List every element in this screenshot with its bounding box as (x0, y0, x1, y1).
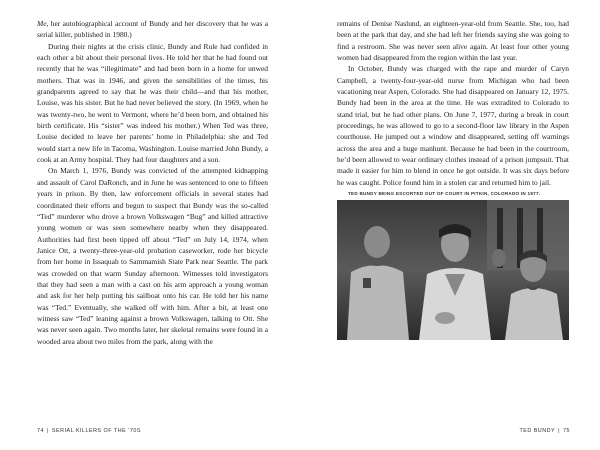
right-footer-separator: | (558, 428, 560, 434)
left-paragraph-2: During their nights at the crisis clinic, Bundy and Rule had confided in each other a bit about their personal lives. He told her that he had found out recently that he was “illegitimate” and had been born in a home for unwed mothers. That was in 1946, and given the sensibilities of the times, his grandparents agreed to say that he was their child—and that his mother, Louise, was his sister. But he had never believed the story. (In 1969, when he was twenty-two, he went to Vermont, where he’d been born, and obtained his birth certificate. His “sister” was indeed his mother.) When Ted was three, Louise decided to leave her parents’ home in Philadelphia: she and Ted would start a new life in Tacoma, Washington. Louise married John Bundy, a cook at an Army hospital. They had four daughters and a son. (37, 41, 268, 165)
right-paragraph-2: In October, Bundy was charged with the rape and murder of Caryn Campbell, a twenty-four-year-old nurse from Michigan who had been vacationing near Aspen, Colorado. She had disappeared on January 12, 1975. Bundy had been in the area at the time. He was extradited to Colorado to stand trial, but he had other plans. On June 7, 1977, during a break in court proceedings, he was allowed to go to a second-floor law library in the Aspen courthouse. He jumped out a window and disappeared, setting off warnings across the area and a huge manhunt. Because he had been in the courtroom, he’d been allowed to wear ordinary clothes instead of a prison jumpsuit. That made it easier for him to blend in once he got outside. It was six days before he was caught. Police found him in a stolen car and returned him to jail. (337, 64, 569, 187)
left-running-head: SERIAL KILLERS OF THE ’70S (51, 428, 142, 434)
photo-caption: TED BUNDY BEING ESCORTED OUT OF COURT IN PITKIN, COLORADO IN 1977. (348, 191, 541, 197)
left-page-text-column (37, 18, 268, 347)
right-page-text-column (337, 18, 569, 340)
right-running-head: TED BUNDY (519, 428, 556, 434)
courtroom-photo (337, 200, 569, 340)
right-paragraph-1: remains of Denise Naslund, an eighteen-year-old from Seattle. She, too, had been at the park that day, and she had left her friends saying she was going to find a restroom. She was never seen alive again. At least four other young women had disappeared from the region within the last year. (337, 19, 569, 63)
left-footer-separator: | (47, 428, 49, 434)
left-paragraph-1: Me, her autobiographical account of Bundy and her discovery that he was a serial killer, published in 1980.) (37, 19, 268, 40)
left-page-footer (37, 428, 141, 434)
courtroom-photo-illustration (337, 200, 569, 340)
right-page-footer (300, 428, 570, 434)
left-page-number: 74 (37, 428, 44, 434)
left-paragraph-3: On March 1, 1976, Bundy was convicted of the attempted kidnapping and assault of Carol DaRonch, and in June he was sentenced to one to fifteen years in prison. By then, law enforcement officials in several states had coordinated their efforts and begun to suspect that Bundy was the so-called “Ted” murderer who drove a brown Volkswagen “Bug” and killed attractive young women or was seen somewhere nearby when they disappeared. Authorities had first been tipped off about “Ted” on July 14, 1974, when Janice Ott, a twenty-three-year-old probation caseworker, rode her bicycle from her home in Issaquah to Sammamish State Park near Seattle. The park was crowded on that warm Sunday afternoon. Witnesses told investigators that they had seen a man with a cast on his arm approach a young woman and ask for her help putting his sailboat onto his car. He told her his name was “Ted.” Eventually, she walked off with him. After a bit, at least one witness saw “Ted” leaning against a brown Volkswagen, talking to Ott. She was never seen again. Two months later, her skeletal remains were found in a wooded area about two miles from the park, along with the (37, 166, 268, 346)
right-page-number: 75 (563, 428, 570, 434)
